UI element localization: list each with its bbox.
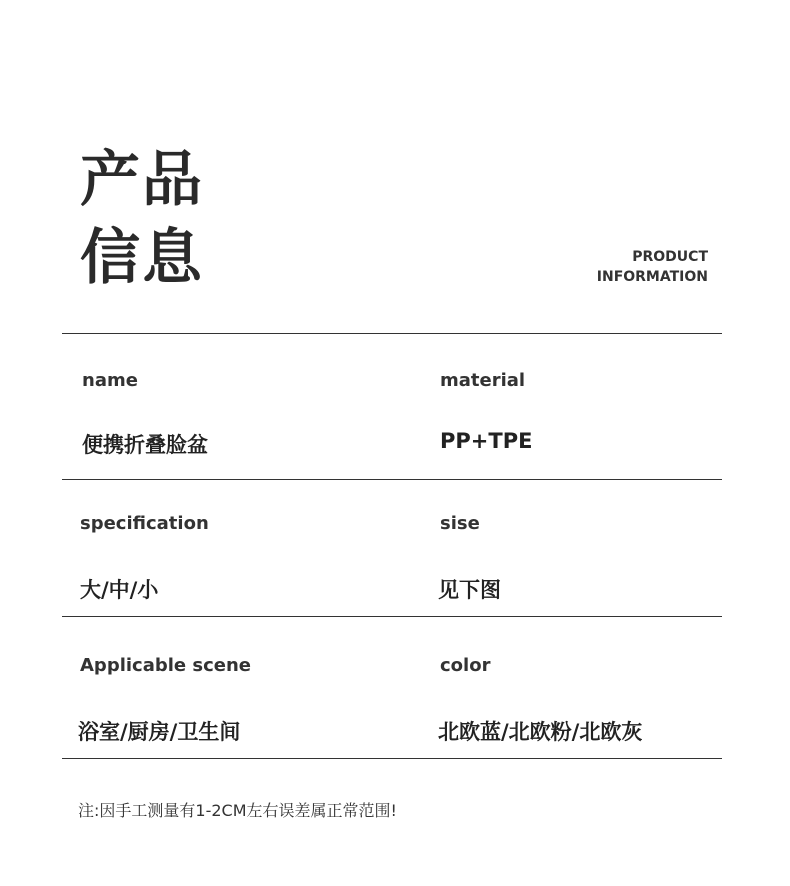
color-value: 北欧蓝/北欧粉/北欧灰 — [438, 720, 643, 744]
divider — [62, 616, 722, 617]
material-label: material — [440, 370, 526, 391]
scene-label: Applicable scene — [80, 655, 251, 676]
size-value: 见下图 — [438, 578, 501, 602]
subtitle-en-line2: INFORMATION — [596, 269, 708, 285]
specification-value: 大/中/小 — [80, 578, 159, 602]
divider — [62, 333, 722, 334]
size-label: sise — [440, 513, 480, 534]
scene-value: 浴室/厨房/卫生间 — [78, 720, 241, 744]
page-title-line1: 产品 — [80, 145, 204, 215]
specification-label: specification — [80, 513, 209, 534]
measurement-note: 注:因手工测量有1-2CM左右误差属正常范围! — [78, 801, 397, 820]
divider — [62, 758, 722, 759]
subtitle-en-line1: PRODUCT — [632, 249, 708, 265]
page-title-line2: 信息 — [80, 223, 204, 293]
divider — [62, 479, 722, 480]
name-value: 便携折叠脸盆 — [82, 433, 208, 457]
material-value: PP+TPE — [440, 429, 533, 453]
name-label: name — [82, 370, 138, 391]
color-label: color — [440, 655, 491, 676]
